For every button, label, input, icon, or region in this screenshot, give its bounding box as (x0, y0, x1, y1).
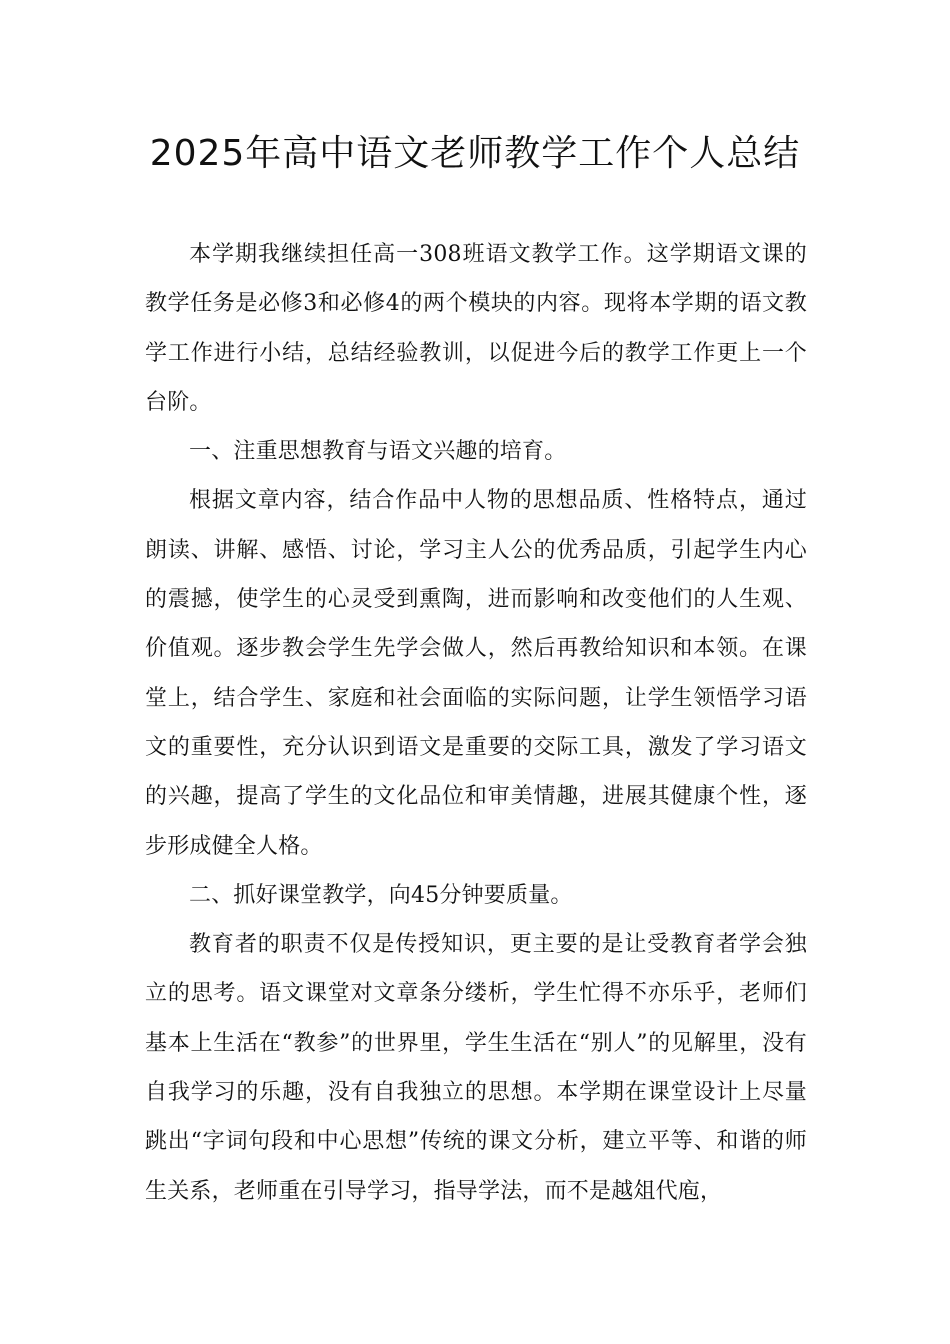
document-title: 2025年高中语文老师教学工作个人总结 (149, 133, 801, 174)
paragraph-section-1: 根据文章内容，结合作品中人物的思想品质、性格特点，通过朗读、讲解、感悟、讨论，学习主人公的优秀品质，引起学生内心的震撼，使学生的心灵受到熏陶，进而影响和改变他们的人生观、价值观。逐步教会学生先学会做人，然后再教给知识和本领。在课堂上，结合学生、家庭和社会面临的实际问题，让学生领悟学习语文的重要性，充分认识到语文是重要的交际工具，激发了学习语文的兴趣，提高了学生的文化品位和审美情趣，进展其健康个性，逐步形成健全人格。 (145, 488, 807, 859)
document-body (145, 230, 807, 1216)
section-heading-2: 二、抓好课堂教学，向45分钟要质量。 (189, 882, 573, 908)
paragraph-section-2: 教育者的职责不仅是传授知识，更主要的是让受教育者学会独立的思考。语文课堂对文章条分缕析，学生忙得不亦乐乎，老师们基本上生活在“教参”的世界里，学生生活在“别人”的见解里，没有自我学习的乐趣，没有自我独立的思想。本学期在课堂设计上尽量跳出“字词句段和中心思想”传统的课文分析，建立平等、和谐的师生关系，老师重在引导学习，指导学法，而不是越俎代庖， (145, 932, 807, 1204)
section-heading-1: 一、注重思想教育与语文兴趣的培育。 (189, 439, 567, 465)
paragraph-intro: 本学期我继续担任高一308班语文教学工作。这学期语文课的教学任务是必修3和必修4的两个模块的内容。现将本学期的语文教学工作进行小结，总结经验教训，以促进今后的教学工作更上一个台阶。 (145, 242, 807, 415)
